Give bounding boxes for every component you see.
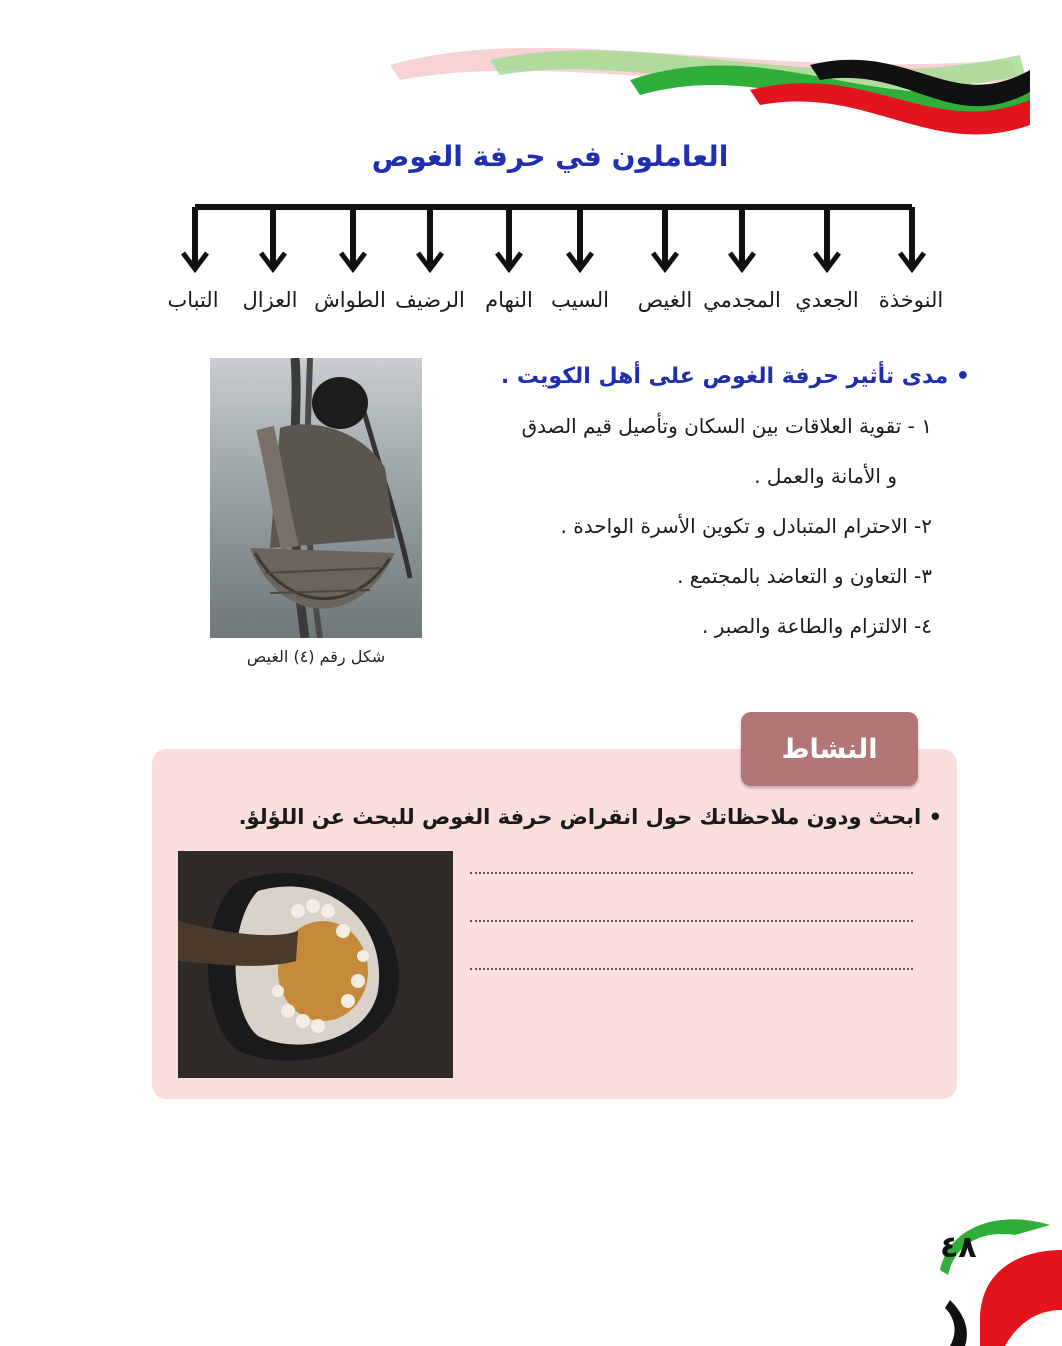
workers-tree-diagram <box>150 195 950 285</box>
page-number: ٤٨ <box>940 1230 977 1265</box>
kuwait-flag-ribbon <box>330 20 1062 140</box>
answer-line[interactable] <box>470 920 913 922</box>
worker-label: الطواش <box>314 288 386 312</box>
worker-label: الغيص <box>637 288 693 312</box>
worker-label: الرضيف <box>395 288 465 312</box>
worker-label: النوخذة <box>878 288 944 312</box>
page-title: العاملون في حرفة الغوص <box>371 140 729 173</box>
impact-item: ٣- التعاون و التعاضد بالمجتمع . <box>677 564 932 588</box>
answer-line[interactable] <box>470 968 913 970</box>
figure-caption: شكل رقم (٤) الغيص <box>246 647 386 666</box>
worker-label: الجعدي <box>795 288 859 312</box>
impact-item: ٢- الاحترام المتبادل و تكوين الأسرة الواحدة . <box>560 514 932 538</box>
pearl-oyster-photo <box>178 851 453 1078</box>
worker-label: العزال <box>242 288 298 312</box>
worker-label: النهام <box>485 288 533 312</box>
diver-photo <box>210 358 422 638</box>
worker-label: المجدمي <box>703 288 781 312</box>
impact-item: ١ - تقوية العلاقات بين السكان وتأصيل قيم الصدق <box>521 414 932 438</box>
worker-label: التباب <box>167 288 219 312</box>
impact-item: و الأمانة والعمل . <box>754 464 897 488</box>
activity-instruction: • ابحث ودون ملاحظاتك حول انقراض حرفة الغوص للبحث عن اللؤلؤ. <box>238 805 942 829</box>
activity-tab-label: النشاط <box>741 712 918 786</box>
answer-line[interactable] <box>470 872 913 874</box>
impact-item: ٤- الالتزام والطاعة والصبر . <box>701 614 932 638</box>
worker-label: السيب <box>551 288 609 312</box>
impact-heading: • مدى تأثير حرفة الغوص على أهل الكويت . <box>500 364 970 389</box>
